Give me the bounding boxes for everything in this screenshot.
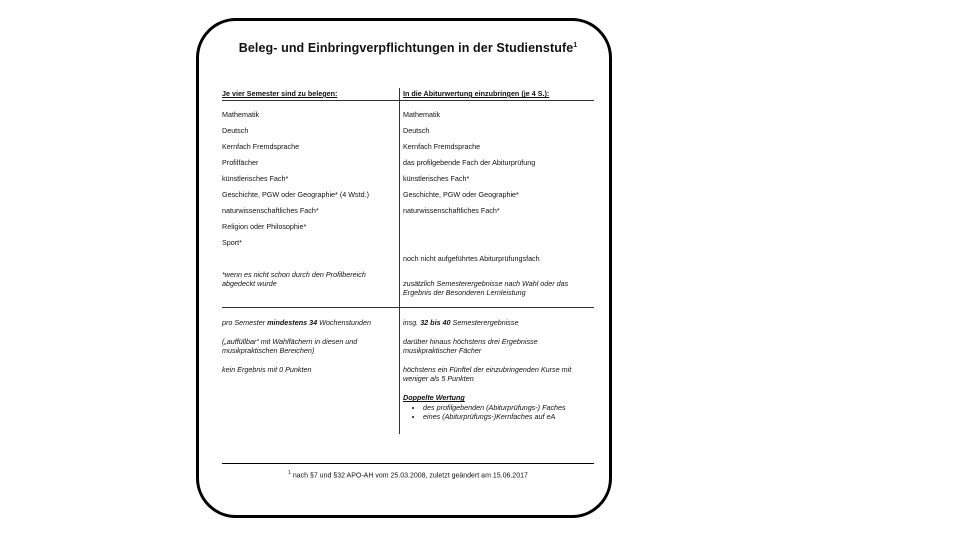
section-rule <box>222 307 594 308</box>
footer-rule <box>222 463 594 464</box>
document-title: Beleg- und Einbringverpflichtungen in der Studienstufe$^1$ <box>238 41 578 55</box>
list-item: • des profilgebenden (Abiturprüfungs-) Faches <box>423 403 593 412</box>
fill-up-note: („auffüllbar“ mit Wahlfächern in diesen und musikpraktischen Bereichen) <box>222 337 358 355</box>
left-item: naturwissenschaftliches Fach* <box>222 206 319 215</box>
column-divider <box>399 88 400 434</box>
right-item: Deutsch <box>403 126 430 135</box>
left-column-header: Je vier Semester sind zu belegen: <box>222 89 338 98</box>
list-item: • eines (Abiturprüfungs-)Kernfaches auf eA <box>423 412 593 421</box>
left-item: Deutsch <box>222 126 249 135</box>
weekly-hours-rule: pro Semester mindestens 34 Wochenstunden <box>222 318 372 327</box>
header-rule <box>222 100 594 101</box>
right-item: künstlerisches Fach* <box>403 174 470 183</box>
left-item: Geschichte, PGW oder Geographie* (4 Wstd.) <box>222 190 370 199</box>
right-item: Mathematik <box>403 110 441 119</box>
total-results-rule: insg. 32 bis 40 Semesterergebnisse <box>403 318 519 327</box>
left-item: Mathematik <box>222 110 260 119</box>
double-weighting-heading: Doppelte Wertung <box>403 393 465 402</box>
double-weighting-list <box>403 403 593 421</box>
right-item: Kernfach Fremdsprache <box>403 142 481 151</box>
right-column-header: In die Abiturwertung einzubringen (je 4 S.): <box>403 89 550 98</box>
left-item: künstlerisches Fach* <box>222 174 289 183</box>
footnote: $^1$ nach §7 und §32 APO-AH vom 25.03.2008, zuletzt geändert am 15.06.2017 <box>288 470 528 480</box>
right-footnote: zusätzlich Semesterergebnisse nach Wahl oder das Ergebnis der Besonderen Lernleistung <box>403 279 569 297</box>
left-item: Profilfächer <box>222 158 259 167</box>
right-extra-item: noch nicht aufgeführtes Abiturprüfungsfach <box>403 254 540 263</box>
music-results-note: darüber hinaus höchstens drei Ergebnisse musikpraktischer Fächer <box>403 337 538 355</box>
left-item: Kernfach Fremdsprache <box>222 142 300 151</box>
right-item: das profilgebende Fach der Abiturprüfung <box>403 158 536 167</box>
right-item: Geschichte, PGW oder Geographie* <box>403 190 519 199</box>
right-item: naturwissenschaftliches Fach* <box>403 206 500 215</box>
left-item: Sport* <box>222 238 242 247</box>
zero-points-rule: kein Ergebnis mit 0 Punkten <box>222 365 312 374</box>
underfive-rule: höchstens ein Fünftel der einzubringenden Kurse mit weniger als 5 Punkten <box>403 365 572 383</box>
left-footnote: *wenn es nicht schon durch den Profilbereich abgedeckt wurde <box>222 270 366 288</box>
left-item: Religion oder Philosophie* <box>222 222 307 231</box>
